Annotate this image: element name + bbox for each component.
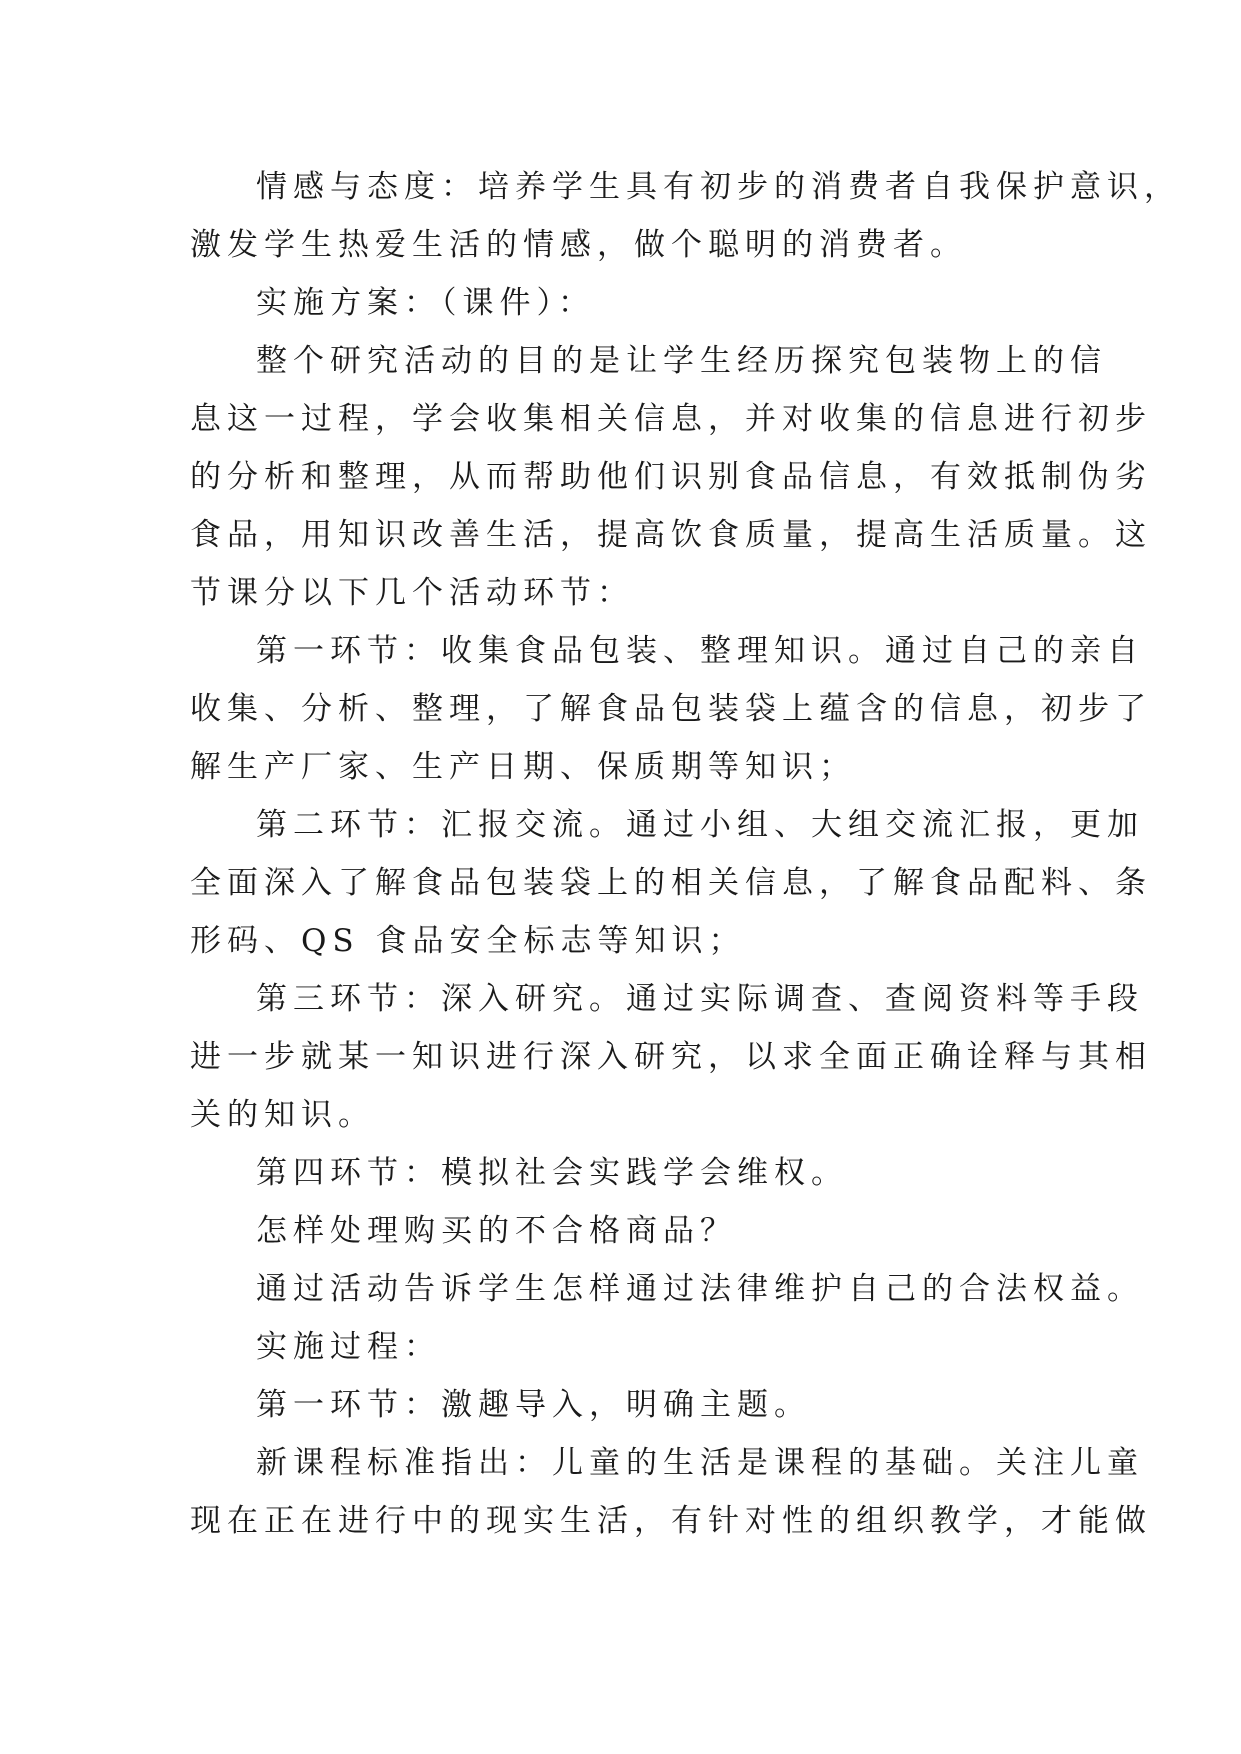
text-line: 通过活动告诉学生怎样通过法律维护自己的合法权益。 [256, 1271, 1144, 1307]
text-line: 第一环节：收集食品包装、整理知识。通过自己的亲自 [256, 633, 1144, 669]
text-line: 解生产厂家、生产日期、保质期等知识； [190, 749, 856, 785]
text-line: 第三环节：深入研究。通过实际调查、查阅资料等手段 [256, 981, 1144, 1017]
text-line: 整个研究活动的目的是让学生经历探究包装物上的信 [256, 343, 1107, 379]
text-line: 第四环节：模拟社会实践学会维权。 [256, 1155, 848, 1191]
text-line: 怎样处理购买的不合格商品？ [256, 1213, 737, 1249]
text-line: 全面深入了解食品包装袋上的相关信息，了解食品配料、条 [190, 865, 1152, 901]
text-line: 第二环节：汇报交流。通过小组、大组交流汇报，更加 [256, 807, 1144, 843]
document-body [190, 158, 1181, 1550]
text-line: 食品，用知识改善生活，提高饮食质量，提高生活质量。这 [190, 517, 1152, 553]
text-line: 激发学生热爱生活的情感，做个聪明的消费者。 [190, 227, 967, 263]
text-line: 收集、分析、整理，了解食品包装袋上蕴含的信息，初步了 [190, 691, 1152, 727]
text-line: 新课程标准指出：儿童的生活是课程的基础。关注儿童 [256, 1445, 1144, 1481]
text-line: 现在正在进行中的现实生活，有针对性的组织教学，才能做 [190, 1503, 1152, 1539]
text-line: 情感与态度：培养学生具有初步的消费者自我保护意识， [256, 169, 1181, 205]
text-line: 形码、QS 食品安全标志等知识； [190, 923, 746, 959]
text-line: 的分析和整理，从而帮助他们识别食品信息，有效抵制伪劣 [190, 459, 1152, 495]
text-line: 息这一过程，学会收集相关信息，并对收集的信息进行初步 [190, 401, 1152, 437]
text-line: 节课分以下几个活动环节： [190, 575, 634, 611]
text-line: 实施过程： [256, 1329, 441, 1365]
text-line: 第一环节：激趣导入，明确主题。 [256, 1387, 811, 1423]
text-line: 关的知识。 [190, 1097, 375, 1133]
text-line: 实施方案：（课件）： [256, 285, 595, 321]
text-line: 进一步就某一知识进行深入研究，以求全面正确诠释与其相 [190, 1039, 1152, 1075]
